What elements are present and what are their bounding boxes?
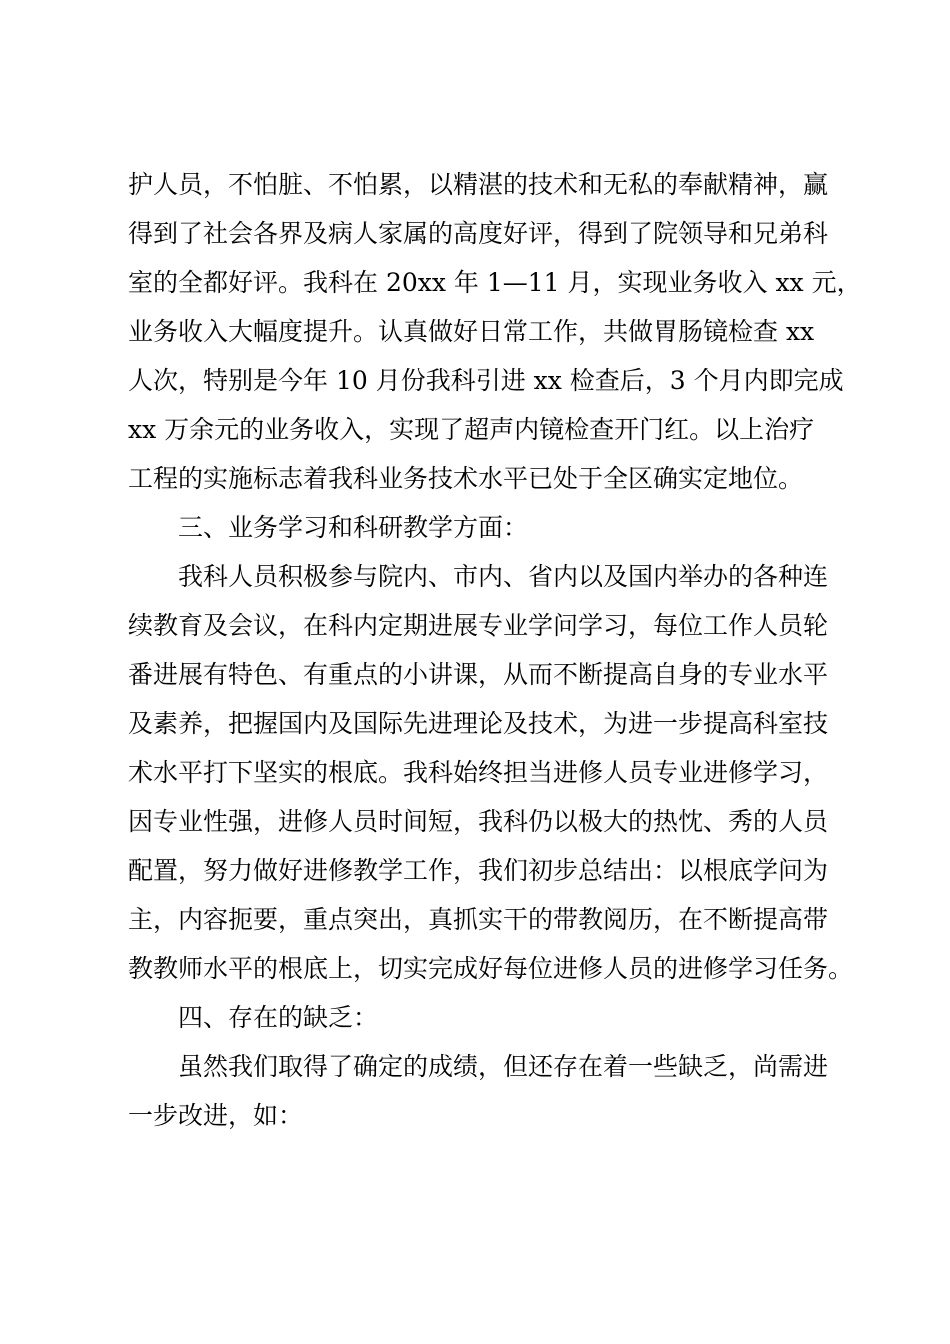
text-line: 教教师水平的根底上，切实完成好每位进修人员的进修学习任务。 bbox=[128, 954, 854, 983]
section-heading-text: 四、存在的缺乏： bbox=[178, 1003, 379, 1032]
text-line: 番进展有特色、有重点的小讲课，从而不断提高自身的专业水平 bbox=[128, 660, 829, 689]
text-line: 我科人员积极参与院内、市内、省内以及国内举办的各种连 bbox=[178, 562, 829, 591]
text-line: 及素养，把握国内及国际先进理论及技术，为进一步提高科室技 bbox=[128, 709, 829, 738]
paragraph bbox=[128, 160, 862, 503]
text-line: 主，内容扼要，重点突出，真抓实干的带教阅历，在不断提高带 bbox=[128, 905, 829, 934]
text-line: 工程的实施标志着我科业务技术水平已处于全区确实定地位。 bbox=[128, 464, 804, 493]
document-body bbox=[128, 160, 862, 1140]
text-line: 一步改进，如： bbox=[128, 1101, 304, 1130]
text-line: 业务收入大幅度提升。认真做好日常工作，共做胃肠镜检查 xx bbox=[128, 317, 815, 346]
text-line: 虽然我们取得了确定的成绩，但还存在着一些缺乏，尚需进 bbox=[178, 1052, 829, 1081]
text-line: 配置，努力做好进修教学工作，我们初步总结出：以根底学问为 bbox=[128, 856, 829, 885]
text-line: 得到了社会各界及病人家属的高度好评，得到了院领导和兄弟科 bbox=[128, 219, 829, 248]
text-line: 续教育及会议，在科内定期进展专业学问学习，每位工作人员轮 bbox=[128, 611, 829, 640]
paragraph bbox=[128, 552, 854, 993]
text-line: 因专业性强，进修人员时间短，我科仍以极大的热忱、秀的人员 bbox=[128, 807, 829, 836]
section-heading bbox=[128, 503, 848, 552]
text-line: 护人员，不怕脏、不怕累，以精湛的技术和无私的奉献精神，赢 bbox=[128, 170, 829, 199]
text-line: xx 万余元的业务收入，实现了超声内镜检查开门红。以上治疗 bbox=[128, 415, 815, 444]
paragraph bbox=[128, 1042, 848, 1140]
text-line: 室的全都好评。我科在 20xx 年 1—11 月，实现业务收入 xx 元， bbox=[128, 268, 862, 297]
section-heading-text: 三、业务学习和科研教学方面： bbox=[178, 513, 529, 542]
text-line: 术水平打下坚实的根底。我科始终担当进修人员专业进修学习， bbox=[128, 758, 829, 787]
section-heading bbox=[128, 993, 848, 1042]
text-line: 人次，特别是今年 10 月份我科引进 xx 检查后，3 个月内即完成 bbox=[128, 366, 844, 395]
